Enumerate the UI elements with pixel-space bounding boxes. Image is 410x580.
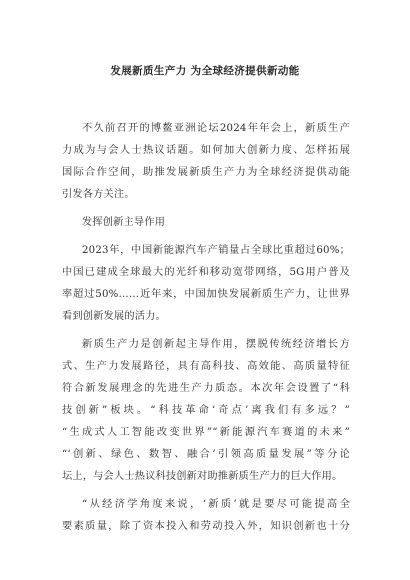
paragraph	[62, 334, 350, 488]
paragraph	[62, 240, 350, 328]
text-line: 2023年，中国新能源汽车产销量占全球比重超过60%；	[82, 245, 350, 256]
text-line: 新质生产力是创新起主导作用，摆脱传统经济增长方	[82, 339, 350, 350]
text-line: 发挥创新主导作用	[82, 217, 166, 228]
text-line: 力成为与会人士热议话题。如何加大创新力度、怎样拓展	[62, 145, 350, 156]
text-line: “从经济学角度来说，‘新质’就是要尽可能提高全	[82, 499, 350, 510]
text-line: 式、生产力发展路径，具有高科技、高效能、高质量特征	[62, 361, 350, 372]
text-line: 技创新”板块。“科技革命‘奇点’离我们有多远？”	[62, 405, 350, 416]
document-body	[62, 118, 350, 538]
text-line: “生成式人工智能改变世界”“新能源汽车赛道的未来”	[62, 427, 350, 438]
text-line: 率超过50%……近年来，中国加快发展新质生产力，让世界	[62, 289, 350, 300]
section-heading	[62, 212, 350, 234]
paragraph	[62, 118, 350, 206]
text-line: 坛上，与会人士热议科技创新对助推新质生产力的巨大作用。	[62, 471, 343, 482]
text-line: 看到创新发展的活力。	[62, 311, 166, 322]
document-title: 发展新质生产力 为全球经济提供新动能	[110, 65, 300, 77]
text-line: 中国已建成全球最大的光纤和移动宽带网络，5G用户普及	[62, 267, 350, 278]
text-line: 不久前召开的博鳌亚洲论坛2024年年会上，新质生产	[82, 123, 350, 134]
text-line: 国际合作空间，助推发展新质生产力为全球经济提供动能	[62, 167, 350, 178]
text-line: “‘创新、绿色、数智、融合’引领高质量发展”等分论	[62, 449, 350, 460]
text-line: 要素质量，除了资本投入和劳动投入外，知识创新也十分	[62, 521, 350, 532]
paragraph	[62, 494, 350, 538]
text-line: 符合新发展理念的先进生产力质态。本次年会设置了“科	[62, 383, 350, 394]
text-line: 引发各方关注。	[62, 189, 135, 200]
